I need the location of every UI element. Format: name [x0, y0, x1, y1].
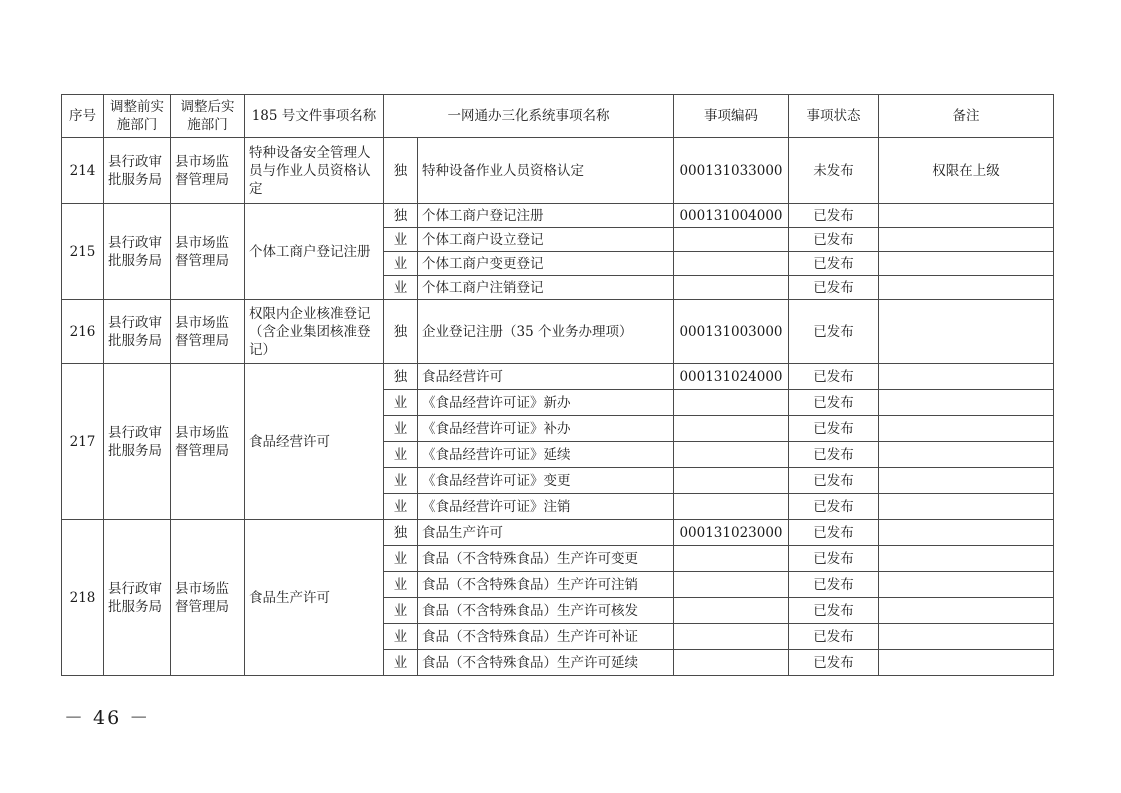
system-item-name: 特种设备作业人员资格认定	[418, 138, 674, 204]
item-status: 已发布	[789, 276, 879, 300]
item-status: 已发布	[789, 300, 879, 364]
system-item-name: 个体工商户登记注册	[418, 204, 674, 228]
item-code	[674, 252, 789, 276]
system-item-name: 食品（不含特殊食品）生产许可核发	[418, 598, 674, 624]
item-type: 业	[384, 624, 418, 650]
header-system-item: 一网通办三化系统事项名称	[384, 95, 674, 138]
item-type: 业	[384, 494, 418, 520]
system-item-name: 食品生产许可	[418, 520, 674, 546]
header-no: 序号	[62, 95, 104, 138]
item-type: 业	[384, 416, 418, 442]
item-status: 已发布	[789, 364, 879, 390]
item-status: 已发布	[789, 624, 879, 650]
item-no: 217	[62, 364, 104, 520]
table-row	[62, 300, 1054, 364]
remark	[879, 598, 1054, 624]
matters-table	[61, 94, 1054, 676]
item-status: 已发布	[789, 228, 879, 252]
header-row	[62, 95, 1054, 138]
remark	[879, 520, 1054, 546]
item-code	[674, 624, 789, 650]
item-type: 业	[384, 468, 418, 494]
item-type: 业	[384, 650, 418, 676]
system-item-name: 企业登记注册（35 个业务办理项）	[418, 300, 674, 364]
item-type: 业	[384, 442, 418, 468]
remark	[879, 494, 1054, 520]
item-code	[674, 468, 789, 494]
system-item-name: 个体工商户设立登记	[418, 228, 674, 252]
item-code: 000131024000	[674, 364, 789, 390]
system-item-name: 《食品经营许可证》注销	[418, 494, 674, 520]
item-type: 独	[384, 204, 418, 228]
remark	[879, 300, 1054, 364]
remark	[879, 364, 1054, 390]
system-item-name: 食品（不含特殊食品）生产许可注销	[418, 572, 674, 598]
remark	[879, 416, 1054, 442]
header-status: 事项状态	[789, 95, 879, 138]
item-code	[674, 442, 789, 468]
item-status: 已发布	[789, 204, 879, 228]
system-item-name: 《食品经营许可证》补办	[418, 416, 674, 442]
item-status: 已发布	[789, 494, 879, 520]
item-code	[674, 228, 789, 252]
item-type: 业	[384, 252, 418, 276]
item-code: 000131023000	[674, 520, 789, 546]
doc185-item-name: 特种设备安全管理人员与作业人员资格认定	[245, 138, 384, 204]
item-type: 业	[384, 390, 418, 416]
item-code: 000131003000	[674, 300, 789, 364]
doc185-item-name: 食品经营许可	[245, 364, 384, 520]
doc185-item-name: 食品生产许可	[245, 520, 384, 676]
header-after-dept: 调整后实施部门	[171, 95, 245, 138]
item-type: 业	[384, 228, 418, 252]
remark	[879, 204, 1054, 228]
remark	[879, 650, 1054, 676]
item-code	[674, 494, 789, 520]
system-item-name: 食品（不含特殊食品）生产许可补证	[418, 624, 674, 650]
item-code	[674, 276, 789, 300]
item-status: 已发布	[789, 442, 879, 468]
item-code	[674, 416, 789, 442]
remark	[879, 572, 1054, 598]
remark	[879, 276, 1054, 300]
remark	[879, 624, 1054, 650]
dept-after: 县市场监督管理局	[171, 138, 245, 204]
item-status: 已发布	[789, 390, 879, 416]
item-status: 已发布	[789, 546, 879, 572]
header-before-dept: 调整前实施部门	[104, 95, 171, 138]
remark	[879, 442, 1054, 468]
item-type: 独	[384, 520, 418, 546]
doc185-item-name: 个体工商户登记注册	[245, 204, 384, 300]
item-status: 已发布	[789, 520, 879, 546]
system-item-name: 《食品经营许可证》延续	[418, 442, 674, 468]
remark	[879, 252, 1054, 276]
item-code	[674, 546, 789, 572]
table-row	[62, 520, 1054, 546]
system-item-name: 食品（不含特殊食品）生产许可变更	[418, 546, 674, 572]
item-no: 216	[62, 300, 104, 364]
item-status: 已发布	[789, 572, 879, 598]
header-remark: 备注	[879, 95, 1054, 138]
item-code	[674, 598, 789, 624]
item-status: 已发布	[789, 598, 879, 624]
dept-before: 县行政审批服务局	[104, 204, 171, 300]
system-item-name: 《食品经营许可证》新办	[418, 390, 674, 416]
item-code	[674, 650, 789, 676]
dept-before: 县行政审批服务局	[104, 364, 171, 520]
item-code	[674, 390, 789, 416]
item-type: 业	[384, 598, 418, 624]
table-row	[62, 364, 1054, 390]
item-code: 000131004000	[674, 204, 789, 228]
remark: 权限在上级	[879, 138, 1054, 204]
remark	[879, 546, 1054, 572]
system-item-name: 食品（不含特殊食品）生产许可延续	[418, 650, 674, 676]
item-no: 215	[62, 204, 104, 300]
item-type: 独	[384, 138, 418, 204]
dept-before: 县行政审批服务局	[104, 138, 171, 204]
item-status: 已发布	[789, 468, 879, 494]
item-type: 业	[384, 572, 418, 598]
dept-after: 县市场监督管理局	[171, 300, 245, 364]
item-type: 业	[384, 276, 418, 300]
remark	[879, 228, 1054, 252]
item-code: 000131033000	[674, 138, 789, 204]
item-status: 已发布	[789, 252, 879, 276]
system-item-name: 个体工商户变更登记	[418, 252, 674, 276]
item-type: 独	[384, 364, 418, 390]
table-row	[62, 204, 1054, 228]
dept-before: 县行政审批服务局	[104, 520, 171, 676]
item-status: 未发布	[789, 138, 879, 204]
item-no: 214	[62, 138, 104, 204]
doc185-item-name: 权限内企业核准登记（含企业集团核准登记）	[245, 300, 384, 364]
header-code: 事项编码	[674, 95, 789, 138]
item-status: 已发布	[789, 650, 879, 676]
table-row	[62, 138, 1054, 204]
page-number: － 46 －	[64, 707, 151, 729]
table-body	[62, 138, 1054, 676]
item-code	[674, 572, 789, 598]
remark	[879, 468, 1054, 494]
header-doc185-item: 185 号文件事项名称	[245, 95, 384, 138]
system-item-name: 个体工商户注销登记	[418, 276, 674, 300]
dept-after: 县市场监督管理局	[171, 520, 245, 676]
remark	[879, 390, 1054, 416]
item-type: 独	[384, 300, 418, 364]
dept-before: 县行政审批服务局	[104, 300, 171, 364]
dept-after: 县市场监督管理局	[171, 204, 245, 300]
system-item-name: 食品经营许可	[418, 364, 674, 390]
system-item-name: 《食品经营许可证》变更	[418, 468, 674, 494]
item-status: 已发布	[789, 416, 879, 442]
dept-after: 县市场监督管理局	[171, 364, 245, 520]
item-type: 业	[384, 546, 418, 572]
item-no: 218	[62, 520, 104, 676]
